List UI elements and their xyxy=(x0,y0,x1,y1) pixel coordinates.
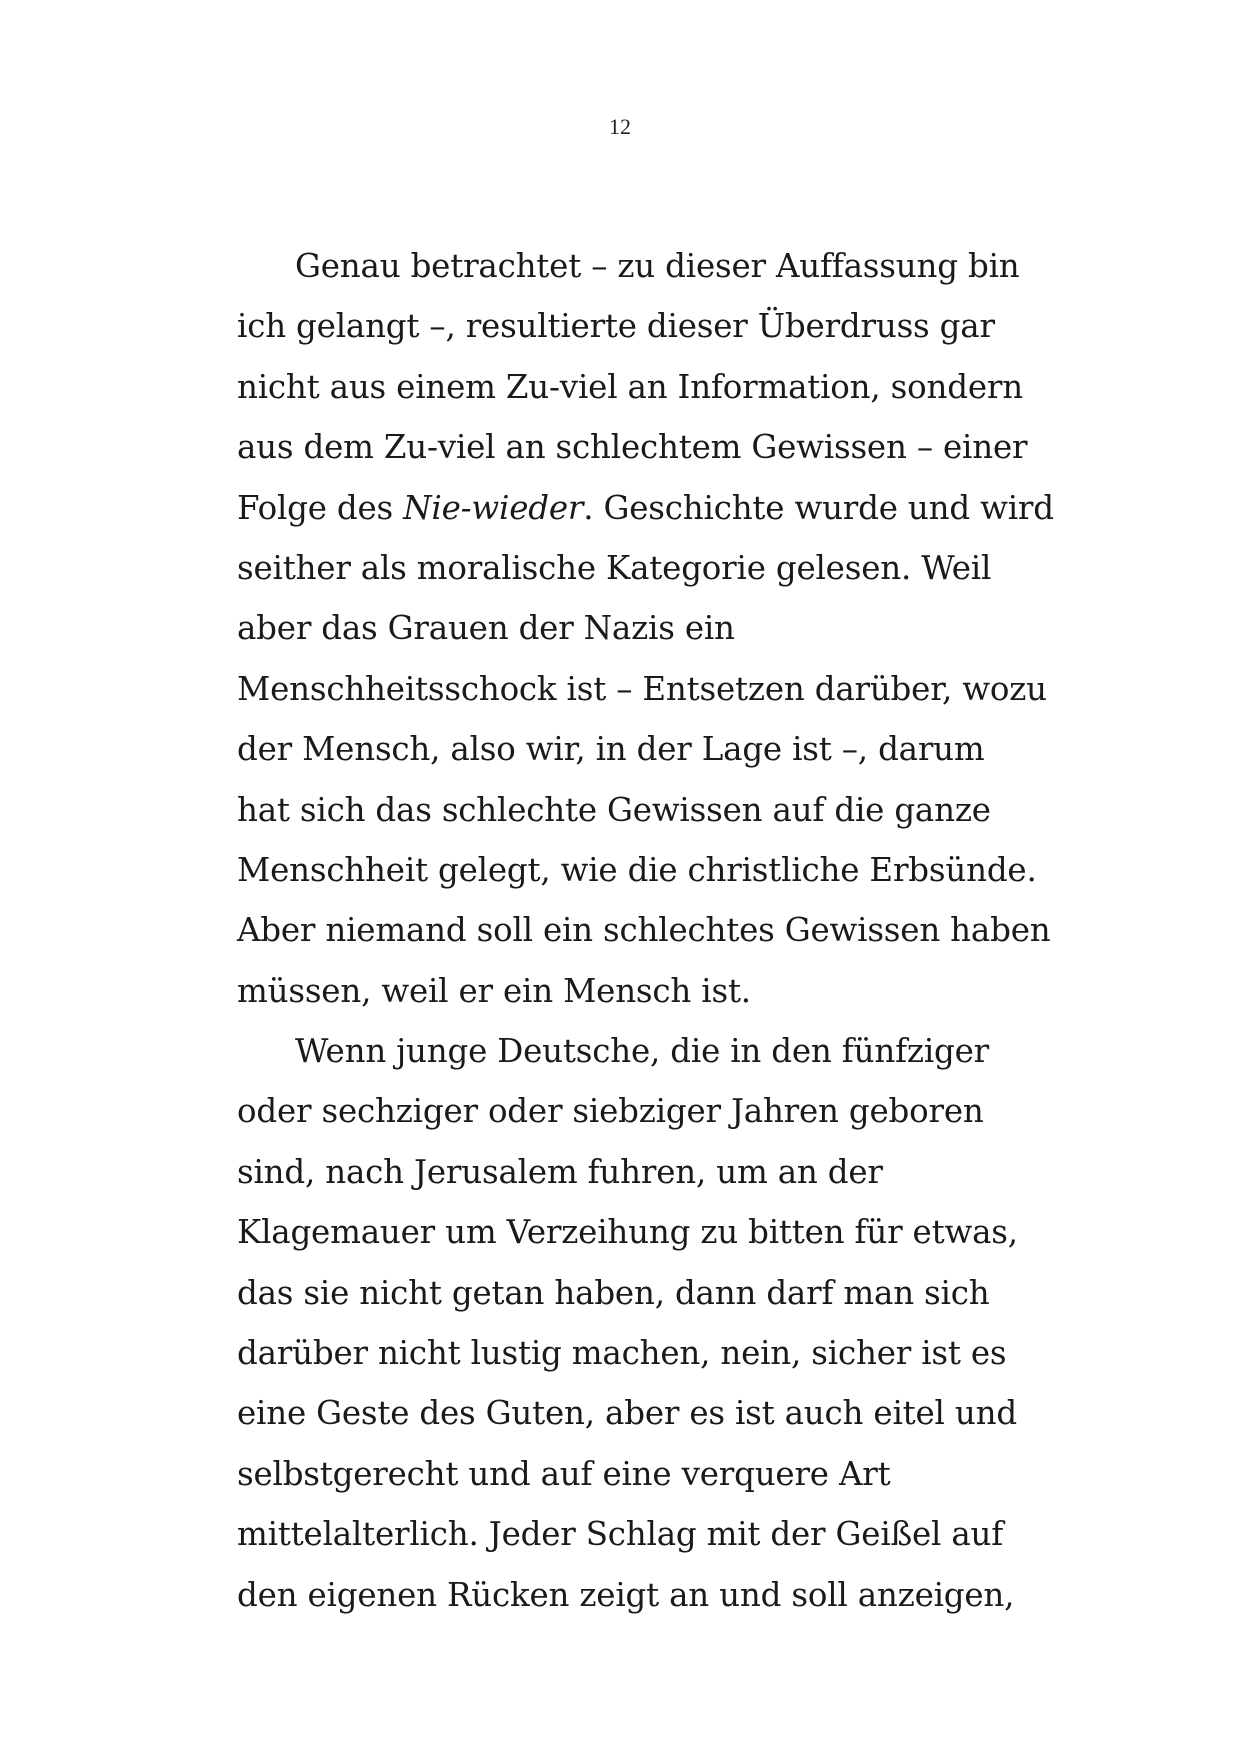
text-line: ich gelangt –, resultierte dieser Überdruss gar xyxy=(237,307,995,346)
text-line: oder sechziger oder siebziger Jahren geboren xyxy=(237,1092,984,1131)
text-segment: . Geschichte wurde und wird xyxy=(583,488,1054,527)
text-line: nicht aus einem Zu-viel an Information, sondern xyxy=(237,367,1023,406)
page-number: 12 xyxy=(609,114,631,139)
text-line: sind, nach Jerusalem fuhren, um an der xyxy=(237,1152,883,1191)
text-line: mittelalterlich. Jeder Schlag mit der Geißel auf xyxy=(237,1515,1004,1554)
text-line: seither als moralische Kategorie gelesen. Weil xyxy=(237,548,992,587)
paragraph-2 xyxy=(237,1021,1037,1625)
text-line: müssen, weil er ein Mensch ist. xyxy=(237,971,751,1010)
text-line: hat sich das schlechte Gewissen auf die ganze xyxy=(237,790,991,829)
text-line: Genau betrachtet – zu dieser Auffassung bin xyxy=(295,247,1020,285)
text-line: der Mensch, also wir, in der Lage ist –, darum xyxy=(237,730,985,769)
text-line: aber das Grauen der Nazis ein xyxy=(237,609,735,648)
text-line: darüber nicht lustig machen, nein, sicher ist es xyxy=(237,1334,1007,1373)
paragraph-1 xyxy=(237,236,1054,1021)
text-line: Menschheitsschock ist – Entsetzen darüber, wozu xyxy=(237,669,1047,708)
text-segment: Folge des xyxy=(237,488,404,527)
text-line: Wenn junge Deutsche, die in den fünfziger xyxy=(295,1032,990,1071)
emphasis-text: Nie-wieder xyxy=(403,488,584,527)
text-line: aus dem Zu-viel an schlechtem Gewissen – einer xyxy=(237,428,1028,467)
text-line: Aber niemand soll ein schlechtes Gewissen haben xyxy=(237,911,1051,950)
text-line: Menschheit gelegt, wie die christliche Erbsünde. xyxy=(237,850,1037,889)
text-line: selbstgerecht und auf eine verquere Art xyxy=(237,1454,891,1493)
body-text xyxy=(237,236,1054,1625)
text-line xyxy=(237,478,1054,538)
text-line: den eigenen Rücken zeigt an und soll anzeigen, xyxy=(237,1575,1015,1614)
text-line: Klagemauer um Verzeihung zu bitten für etwas, xyxy=(237,1213,1018,1252)
text-line: das sie nicht getan haben, dann darf man sich xyxy=(237,1273,990,1312)
text-line: eine Geste des Guten, aber es ist auch eitel und xyxy=(237,1394,1017,1433)
